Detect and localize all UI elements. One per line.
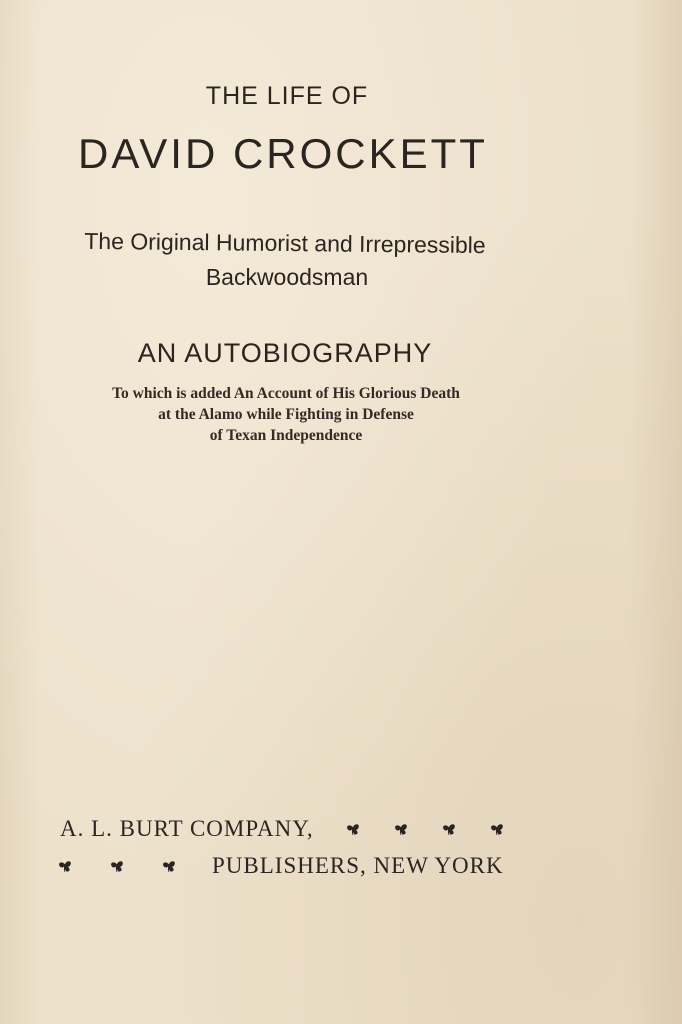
fleuron-icon	[488, 821, 506, 837]
title-small: THE LIFE OF	[205, 82, 369, 110]
fleuron-icon	[160, 858, 178, 874]
fleuron-icon	[440, 821, 458, 837]
fleuron-icon	[108, 858, 126, 874]
subtitle-line-1: The Original Humorist and Irrepressible	[84, 227, 486, 259]
imprint-publisher: A. L. BURT COMPANY,	[60, 816, 314, 841]
fleuron-icon	[56, 858, 74, 874]
imprint-location: PUBLISHERS, NEW YORK	[212, 853, 504, 878]
fleuron-icon	[344, 821, 362, 837]
imprint-line-2	[56, 853, 504, 879]
note-line-3: of Texan Independence	[209, 427, 363, 444]
title-main: DAVID CROCKETT	[78, 130, 488, 177]
subtitle-line-2: Backwoodsman	[205, 264, 369, 290]
fleuron-icon	[392, 821, 410, 837]
imprint-line-1	[60, 816, 506, 842]
note-line-2: at the Alamo while Fighting in Defense	[158, 406, 414, 423]
genre-heading: AN AUTOBIOGRAPHY	[137, 338, 433, 368]
note-line-1: To which is added An Account of His Glorious Death	[112, 385, 460, 402]
